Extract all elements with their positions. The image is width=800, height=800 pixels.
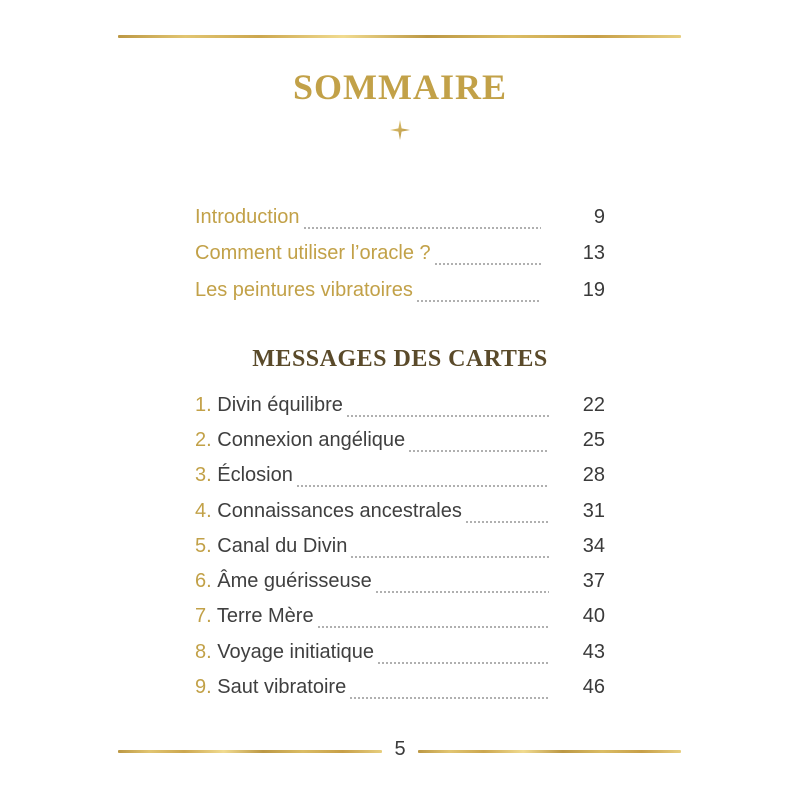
card-number: 5.: [195, 535, 212, 557]
card-number: 3.: [195, 464, 212, 486]
toc-page-number: 13: [582, 242, 605, 264]
card-number: 2.: [195, 429, 212, 451]
toc-card-entry[interactable]: [195, 500, 605, 530]
dot-leader: [317, 625, 549, 629]
top-gold-rule: [118, 35, 681, 38]
toc-card-entry[interactable]: [195, 535, 605, 565]
card-number: 7.: [195, 605, 212, 627]
card-name: Voyage initiatique: [217, 641, 375, 663]
dot-leader: [303, 226, 541, 230]
toc-page-number: 25: [582, 429, 605, 451]
dot-leader: [434, 262, 541, 266]
card-name: Éclosion: [217, 464, 293, 486]
card-name: Canal du Divin: [217, 535, 348, 557]
dot-leader: [346, 414, 549, 418]
card-name: Connexion angélique: [217, 429, 406, 451]
toc-card-entry[interactable]: [195, 641, 605, 671]
card-name: Saut vibratoire: [217, 676, 347, 698]
page-title: SOMMAIRE: [293, 67, 507, 107]
toc-page-number: 43: [582, 641, 605, 663]
toc-card-entry[interactable]: [195, 429, 605, 459]
card-name: Connaissances ancestrales: [217, 500, 462, 522]
dot-leader: [416, 299, 541, 303]
toc-page-number: 28: [582, 464, 605, 486]
toc-card-entry[interactable]: [195, 570, 605, 600]
dot-leader: [377, 661, 549, 665]
dot-leader: [408, 449, 549, 453]
toc-entry-introduction[interactable]: [195, 206, 605, 236]
bottom-gold-rule-left: [118, 750, 382, 753]
section-title: MESSAGES DES CARTES: [252, 346, 548, 372]
sparkle-star-icon: [388, 118, 412, 142]
toc-entry-label: Les peintures vibratoires: [195, 279, 413, 301]
toc-card-entry[interactable]: [195, 676, 605, 706]
page-number: 5: [394, 738, 406, 760]
toc-page-number: 34: [582, 535, 605, 557]
toc-entry-comment-utiliser[interactable]: [195, 242, 605, 272]
dot-leader: [465, 520, 549, 524]
card-number: 6.: [195, 570, 212, 592]
toc-page-number: 40: [582, 605, 605, 627]
toc-entry-label: Comment utiliser l’oracle ?: [195, 242, 431, 264]
toc-page-number: 46: [582, 676, 605, 698]
card-name: Divin équilibre: [217, 394, 343, 416]
toc-card-entry[interactable]: [195, 605, 605, 635]
card-number: 1.: [195, 394, 212, 416]
toc-page-number: 19: [582, 279, 605, 301]
toc-page-number: 22: [582, 394, 605, 416]
toc-page-number: 31: [582, 500, 605, 522]
toc-page-number: 9: [593, 206, 605, 228]
toc-card-entry[interactable]: [195, 394, 605, 424]
card-number: 9.: [195, 676, 212, 698]
dot-leader: [296, 484, 549, 488]
card-name: Âme guérisseuse: [217, 570, 372, 592]
toc-entry-peintures[interactable]: [195, 279, 605, 309]
toc-card-entry[interactable]: [195, 464, 605, 494]
dot-leader: [350, 555, 549, 559]
bottom-gold-rule-right: [418, 750, 681, 753]
card-number: 8.: [195, 641, 212, 663]
card-number: 4.: [195, 500, 212, 522]
dot-leader: [375, 590, 549, 594]
toc-entry-label: Introduction: [195, 206, 300, 228]
card-name: Terre Mère: [216, 605, 314, 627]
toc-page-number: 37: [582, 570, 605, 592]
dot-leader: [349, 696, 549, 700]
